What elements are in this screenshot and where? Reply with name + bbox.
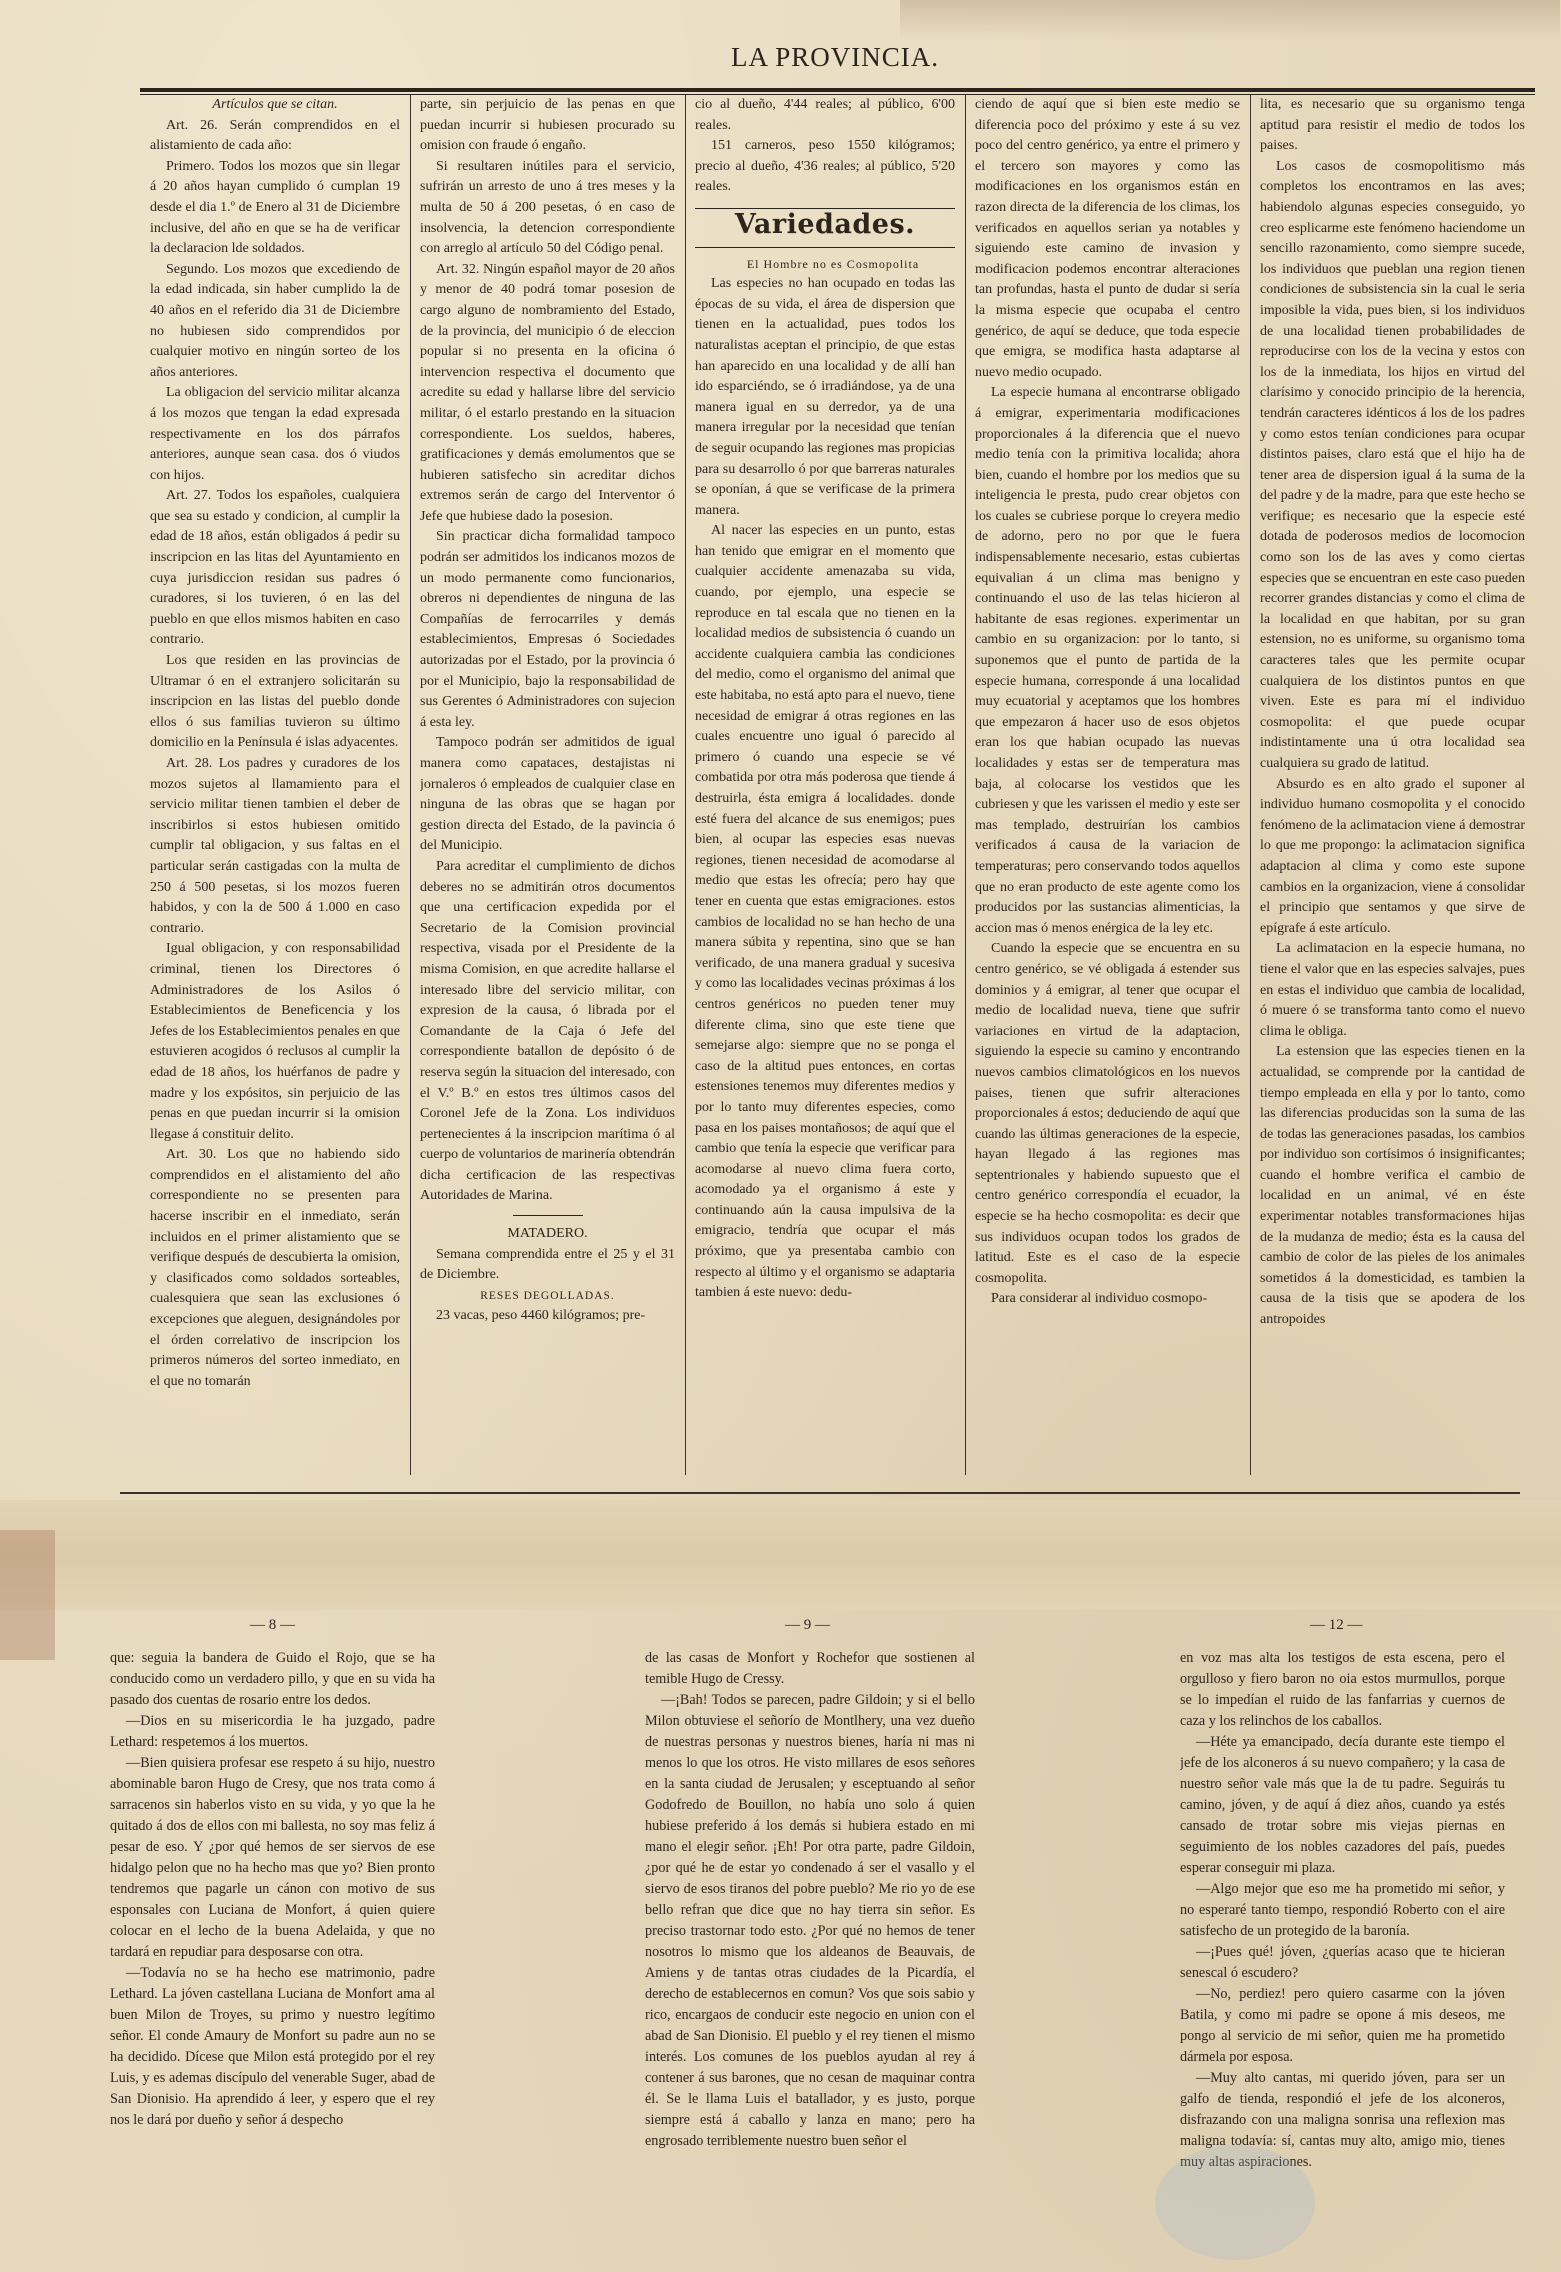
paragraph: Las especies no han ocupado en todas las épocas de su vida, el área de dispersion que tienen en la actualidad, pues todos los naturalistas aceptan el principio, de que estas han aparecido en una localidad y de allí han ido esparciéndo, se ó irradiándose, ya de una manera igual en su derredor, ya de una manera irregular por la necesidad que tenían de seguir ocupando las regiones mas propicias para su desarrollo ó por que barreras naturales se oponían, á que se verificase de la primera manera. [695,276,955,518]
paragraph: —No, perdiez! pero quiero casarme con la jóven Batila, y como mi padre se opone á mis deseos, me pongo al servicio de mi señor, quien me ha prometido dármela por esposa. [1180,1986,1505,2065]
paragraph: Art. 26. Serán comprendidos en el alistamiento de cada año: [150,117,400,154]
paragraph: Absurdo es en alto grado el suponer al individuo humano cosmopolita y el conocido fenómeno de la aclimatacion viene á demostrar lo que me propongo: la aclimatacion significa adaptacion al clima y como este supone cambios en la organizacion, viene á consolidar el principio que sentamos y que sirve de epígrafe á este artículo. [1260,776,1525,936]
paragraph: —Muy alto cantas, mi querido jóven, para ser un galfo de tienda, respondió el jefe de los alconeros, disfrazando con una maligna sonrisa una reflexion mas maligna todavía: sí, cantas muy alto, amigo mio, tienes muy altas aspiraciones. [1180,2070,1505,2170]
subheading: RESES DEGOLLADAS. [480,1289,615,1302]
paragraph: La aclimatacion en la especie humana, no tiene el valor que en las especies salvajes, pues en estas el individuo que cambia de localidad, ó muere ó se transforma tanto como el nuevo clima le obliga. [1260,941,1525,1039]
paragraph: 23 vacas, peso 4460 kilógramos; pre- [436,1308,646,1324]
paragraph: Los casos de cosmopolitismo más completos los encontramos en las aves; habiendolo algunas especies conseguido, yo creo esplicarme este fenómeno haciendome un sencillo razonamiento, como siempre sucede, los individuos que pueblan una region tienen condiciones de subsistencia sin la cual le seria imposible la vida, pues bien, si los individuos de una localidad tienen probabilidades de reproducirse con los de la vecina y estos con los de la inmediata, los hijos en virtud del clarísimo y conocido principio de la herencia, tendrán caracteres idénticos á los de los padres y como estos tenían condiciones para ocupar distintos paises, claro está que el hijo ha de tener area de dispersion igual á la suma de la del padre y de la madre, para que este hecho se verifique; es necesario que la especie esté dotada de poderosos medios de locomocion como son los de las aves y como ciertas especies que se encuentran en este caso pueden recorrer grandes distancias y como el clima de la localidad en que habitan, por su gran estension, no es uniforme, su organismo toma caracteres tales que les permite ocupar cualquiera de los distintos puntos en que viven. Este es para mí el individuo cosmopolita: el que puede ocupar indistintamente una ú otra localidad sea cualquiera su grado de latitud. [1260,158,1525,771]
folio-right: — 12 — [1310,1617,1363,1633]
paragraph: en voz mas alta los testigos de esta escena, pero el orgulloso y fiero baron no oia estos murmullos, porque se lo impedían el ruido de las fanfarrias y cuernos de caza y los relinchos de los caballos. [1180,1650,1505,1729]
paragraph: —¡Pues qué! jóven, ¿querías acaso que te hicieran senescal ó escudero? [1180,1944,1505,1981]
paragraph: Si resultaren inútiles para el servicio, sufrirán un arresto de uno á tres meses y la multa de 50 á 200 pesetas, ó en caso de insolvencia, la detencion correspondiente con arreglo al artículo 50 del Código penal. [420,158,675,257]
paragraph: Los que residen en las provincias de Ultramar ó en el extranjero solicitarán su inscripcion en las listas del pueblo donde ellos ó sus familias tuvieron su último domicilio en la Península é islas adyacentes. [150,653,400,751]
column-1 [150,95,400,1495]
column-5 [1260,95,1525,1495]
page-fold [0,1500,1561,1610]
paragraph: lita, es necesario que su organismo tenga aptitud para resistir el medio de todos los paises. [1260,97,1525,154]
paragraph: que: seguia la bandera de Guido el Rojo, que se ha conducido como un verdadero pillo, y que en su vida ha pasado dos cuentas de rosario entre los dedos. [110,1650,435,1708]
lower-column-left [110,1648,435,2258]
paragraph: ciendo de aquí que si bien este medio se diferencia poco del próximo y este á su vez poco del centro genérico, ya entre el primero y el tercero son mayores y como las modificaciones en los organismos están en razon directa de la diferencia de los climas, los verificados en aquellos serian ya notables y siguiendo este camino de invasion y modificacion podemos encontrar alteraciones tan profundas, hasta el punto de dudar si sería la misma especie que ocupaba el centro genérico, de aquí se deduce, que toda especie que emigra, se modifica hasta adaptarse al nuevo medio ocupado. [975,97,1240,380]
paragraph: Primero. Todos los mozos que sin llegar á 20 años hayan cumplido ó cumplan 19 desde el dia 1.º de Enero al 31 de Diciembre inclusive, del año en que se ha de verificar la declaracion lde soldados. [150,158,400,257]
column-divider [410,95,411,1475]
paragraph: —Algo mejor que eso me ha prometido mi señor, y no esperaré tanto tiempo, respondió Roberto con el aire satisfecho de un protegido de la baronía. [1180,1881,1505,1939]
lower-column-center [645,1648,975,2258]
folio-center: — 9 — [785,1617,830,1633]
upper-page [140,95,1535,1495]
paragraph: Segundo. Los mozos que excediendo de la edad indicada, sin haber cumplido la de 40 años en el referido dia 31 de Diciembre no hubiesen sido comprendidos por cualquier motivo en ningún sorteo de los años anteriores. [150,261,400,380]
paragraph: Para considerar al individuo cosmopo- [991,1291,1208,1307]
paper-stain [900,0,1560,40]
paragraph: Al nacer las especies en un punto, estas han tenido que emigrar en el momento que cualquier accidente amenazaba su vida, cuando, por ejemplo, una especie se reproduce en tal escala que no tienen en la localidad medios de subsistencia ó cuando un accidente cualquiera cambia las condiciones del medio, como el organismo del animal que este habitaba, no está apto para el nuevo, tiene necesidad de emigrar á otras regiones en las cuales encuentre uno igual ó parecido al primero ó cuando una especie se vé combatida por otra más poderosa que tiende á destruirla, ésta emigra á localidades. donde esté fuera del alcance de sus enemigos; pues bien, al ocupar las especies esas nuevas regiones, tienen necesidad de acomodarse al medio que estas les ofrecía; pero hay que tener en cuenta que estas emigraciones. estos cambios de localidad no se han hecho de una manera súbita y repentina, sino que se han verificado, de una manera gradual y sucesiva y como las localidades vecinas próximas á los centros genéricos no pueden tener muy diferente clima, sino que este tiene que semejarse algo: siempre que no se ponga el caso de la altitud pues entonces, en cortas estensiones tenemos muy diferentes medios y por lo tanto muy diferentes especies, como pasa en los paises montañosos; de aquí que el cambio que tenía la especie que verificar para acomodarse al nuevo clima fuera corto, acomodado ya el organismo á este y continuando aún la causa impulsiva de la emigracio, tendría que ocupar el más próximo, que ya presentaba cambio con respecto al último y el organismo se adaptaria tambien á este nuevo: dedu- [695,523,955,1301]
paragraph: La estension que las especies tienen en la actualidad, se comprende por la cantidad de tiempo empleada en ella y por lo tanto, como las diferencias producidas son la suma de las de todas las generaciones pasadas, los cambios por individuo son cortísimos ó insignificantes; cuando el hombre verifica el cambio de localidad en un animal, vé en éste experimentar notables transformaciones hijas de la mudanza de medio; ésta es la causa del cambio de color de las pieles de los animales sometidos á la domesticidad, es tambien la causa de la tisis que se apodera de los antropoides [1260,1044,1525,1328]
column-divider [965,95,966,1475]
paragraph: —Todavía no se ha hecho ese matrimonio, padre Lethard. La jóven castellana Luciana de Monfort ama al buen Milon de Troyes, su primo y nuestro legítimo señor. El conde Amaury de Monfort su padre aun no se ha decidido. Dícese que Milon está protegido por el rey Luis, y es ademas discípulo del venerable Suger, abad de San Dionisio. Ha aprendido á leer, y espero que el rey nos le dará por dueño y señor á despecho [110,1965,435,2128]
column-divider [685,95,686,1475]
masthead-rule [140,88,1535,92]
paragraph: Igual obligacion, y con responsabilidad criminal, tienen los Directores ó Administradores de los Asilos ó Establecimientos de Beneficencia y los Jefes de los Establecimientos penales en que estuvieren acogidos ó reclusos al cumplir la edad de 18 años, los huérfanos de padre y madre y los expósitos, sin perjuicio de las penas en que puedan incurrir si la omision llegase á constituir delito. [150,941,400,1142]
section-title: Variedades. [734,208,916,240]
paragraph: parte, sin perjuicio de las penas en que puedan incurrir si hubiesen procurado su omision con fraude ó engaño. [420,97,675,154]
paragraph: La obligacion del servicio militar alcanza á los mozos que tengan la edad expresada respectivamente en los dos párrafos anteriores, aunque sean casa. dos ó viudos con hijos. [150,385,400,483]
article-heading: Artículos que se citan. [212,97,338,112]
column-2 [420,95,675,1495]
paragraph: Sin practicar dicha formalidad tampoco podrán ser admitidos los indicanos mozos de un modo permanente como funcionarios, obreros ni dependientes de ninguna de las Compañías de ferrocarriles y demás establecimientos, Empresas ó Sociedades autorizadas por el Estado, por la provincia ó por el Municipio, bajo la responsabilidad de sus Gerentes ó Administradores con sujecion á esta ley. [420,529,675,730]
page-bottom-rule [120,1492,1520,1494]
paragraph: Tampoco podrán ser admitidos de igual manera como capataces, destajistas ni jornaleros ó empleados de cualquier clase en ninguna de las obras que se hagan por gestion directa del Estado, de la pavincia ó del Municipio. [420,735,675,854]
paragraph: cio al dueño, 4'44 reales; al público, 6'00 reales. [695,97,955,133]
paragraph: Art. 30. Los que no habiendo sido comprendidos en el alistamiento del año correspondiente no se presenten para hacerse inscribir en el inmediato, serán incluidos en el primer alistamiento que se verifique después de descubierta la omision, y clasificados como soldados sorteables, cualesquiera que sean las exclusiones ó excepciones que aleguen, designándoles por el órden correlativo de inscripcion los primeros números del sorteo inmediato, en el que no tomarán [150,1147,400,1389]
paragraph: —¡Bah! Todos se parecen, padre Gildoin; y si el bello Milon obtuviese el señorío de Montlhery, una vez dueño de nuestras personas y nuestros bienes, haría ni mas ni menos lo que los otros. He visto millares de esos señores en la santa ciudad de Jerusalen; y esceptuando al señor Godofredo de Bouillon, no había uno solo á quien hubiese preferido á los demás si hubiera estado en mi mano el elegir señor. ¡Eh! Por otra parte, padre Gildoin, ¿por qué he de estar yo condenado á ser el vasallo y el siervo de esos tiranos del pobre pueblo? Me rio yo de ese bello refran que dice que no hay tierra sin señor. Es preciso trastornar todo esto. ¿Por qué no hemos de tener nosotros lo mismo que los aldeanos de Beauvais, de Amiens y de tantas otras ciudades de la Picardía, el derecho de establecernos en comun? Vos que sois sabio y rico, encargaos de conducir este negocio en union con el abad de San Dionisio. El pueblo y el rey tienen el mismo interés. Los comunes de los pueblos ayudan al rey á contener á sus barones, que no cesan de maquinar contra él. Se le llama Luis el batallador, y es justo, porque siempre está á caballo y lanza en mano; pero ha engrosado terriblemente nuestro buen señor el [645,1692,975,2149]
section-divider [513,1215,583,1216]
paragraph: Semana comprendida entre el 25 y el 31 de Diciembre. [420,1246,675,1283]
column-3 [695,95,955,1495]
paragraph: Para acreditar el cumplimiento de dichos deberes no se admitirán otros documentos que una certificacion expedida por el Secretario de la Comision provincial respectiva, visada por el Presidente de la misma Comision, en que acredite hallarse el interesado libre del servicio militar, con expresion de la causa, ó librada por el Comandante de la Caja ó Jefe del correspondiente batallon de depósito ó de reserva según la situacion del interesado, con el V.º B.º en estos tres últimos casos del Coronel Jefe de la Zona. Los individuos pertenecientes á la inscripcion marítima ó al cuerpo de voluntarios de marinería obtendrán dicha certificacion de las respectivas Autoridades de Marina. [420,858,675,1204]
paragraph: 151 carneros, peso 1550 kilógramos; precio al dueño, 4'36 reales; al público, 5'20 reales. [695,138,955,195]
paragraph: Art. 28. Los padres y curadores de los mozos sujetos al llamamiento para el servicio militar tienen tambien el deber de inscribirlos si estos hubiesen omitido cumplir tal obligacion, y sus faltas en el particular serán castigadas con la multa de 250 á 500 pesetas, si los mozos fueren habidos, y con la de 500 á 1.000 en caso contrario. [150,756,400,936]
section-header [695,208,955,248]
column-4 [975,95,1240,1495]
library-stamp [1155,2145,1315,2260]
paragraph: Art. 27. Todos los españoles, cualquiera que sea su estado y condicion, al cumplir la edad de 18 años, están obligados á pedir su inscripcion en las litas del Ayuntamiento en cuya jurisdiccion residan sus padres ó curadores, si los tuvieren, ó en las del pueblo en que ellos mismos habiten en caso contrario. [150,488,400,648]
paragraph: Cuando la especie que se encuentra en su centro genérico, se vé obligada á estender sus dominios y á emigrar, al tener que ocupar el medio de localidad nueva, tiene que sufrir variaciones en virtud de la adaptacion, siguiendo la especie su camino y encontrando nuevos cambios climatológicos en los nuevos paises, tienen que sufrir alteraciones proporcionales á estos; deduciendo de aquí que cuando las últimas generaciones de la especie, hayan llegado á las regiones mas septentrionales y habiendo supuesto que el centro genérico correspondía el ecuador, la especie se ha hecho cosmopolita: es decir que sus individuos ocupan todos los grados de latitud. Este es el caso de la especie cosmopolita. [975,941,1240,1286]
paragraph: —Bien quisiera profesar ese respeto á su hijo, nuestro abominable baron Hugo de Cresy, que nos trata como á sarracenos sin haberlos visto en su vida, y yo que la he quitado á dos de ellos con mi ballesta, no soy mas feliz á pesar de eso. Y ¿por qué hemos de ser siervos de ese hidalgo pelon que no ha hecho mas que yo? Bien pronto tendremos que pagarle un cánon con motivo de sus esponsales con Luciana de Monfort, á quien quiere colocar en el lecho de la buena Adelaida, y que no tardará en repudiar para desposarse con otra. [110,1755,435,1960]
paper-stain [0,1530,55,1660]
paragraph: Art. 32. Ningún español mayor de 20 años y menor de 40 podrá tomar posesion de cargo alguno de nombramiento del Estado, de la provincia, del municipio ó de eleccion popular si no presenta en la oficina ó intervencion respectiva el documento que acredite su edad y hallarse libre del servicio militar, ó el estarlo prestando en la situacion correspondiente. Los sueldos, haberes, gratificaciones y demás emolumentos que se hubieren satisfecho sin acreditar dichos extremos serán de cargo del Interventor ó Jefe que hubiese dado la posesion. [420,261,675,524]
section-heading: MATADERO. [507,1226,588,1242]
paragraph: —Héte ya emancipado, decía durante este tiempo el jefe de los alconeros á su nuevo compañero; y la casa de nuestro señor vale más que la de tu padre. Seguirás tu camino, jóven, y de aquí á diez años, cuando ya estés cansado de trotar sobre mis viejas piernas en seguimiento de los nobles cazadores del país, puedes esperar conseguir mi plaza. [1180,1734,1505,1876]
column-divider [1250,95,1251,1475]
folio-left: — 8 — [250,1617,295,1633]
paragraph: —Dios en su misericordia le ha juzgado, padre Lethard: respetemos á los muertos. [110,1713,435,1750]
article-title: El Hombre no es Cosmopolita [746,256,920,271]
paragraph: de las casas de Monfort y Rochefor que sostienen al temible Hugo de Cressy. [645,1650,975,1687]
paragraph: La especie humana al encontrarse obligado á emigrar, experimentaria modificaciones proporcionales á la diferencia que el nuevo medio tenía con la primitiva localida; ahora bien, cuando el hombre por los medios que su inteligencia le presta, pudo crear objetos con los cuales se cubriese porque lo creyera medio de adorno, pero no por que le fuera indispensablemente necesario, estas cubiertas equivalian á un clima mas benigno y continuando el uso de las telas hicieron al habitante de esas regiones. experimentar un cambio en su organizacion: por lo tanto, si suponemos que el punto de partida de la especie humana, corresponde á una localidad muy ecuatorial y aceptamos que los hombres que empezaron á hacer uso de esos objetos eran los que habian ocupado las nuevas localidades y estas ser de temperatura mas baja, al colocarse los vestidos que les cubriesen y que les varissen el medio y este ser mas templado, destruirían los cambios verificados á causa de la variacion de temperaturas; pero conservando todos aquellos que no eran producto de este agente como los producidos por las sustancias alimenticias, la accion mas ó menos enérgica de la ley etc. [975,385,1240,936]
newspaper-title: LA PROVINCIA. [730,42,939,72]
